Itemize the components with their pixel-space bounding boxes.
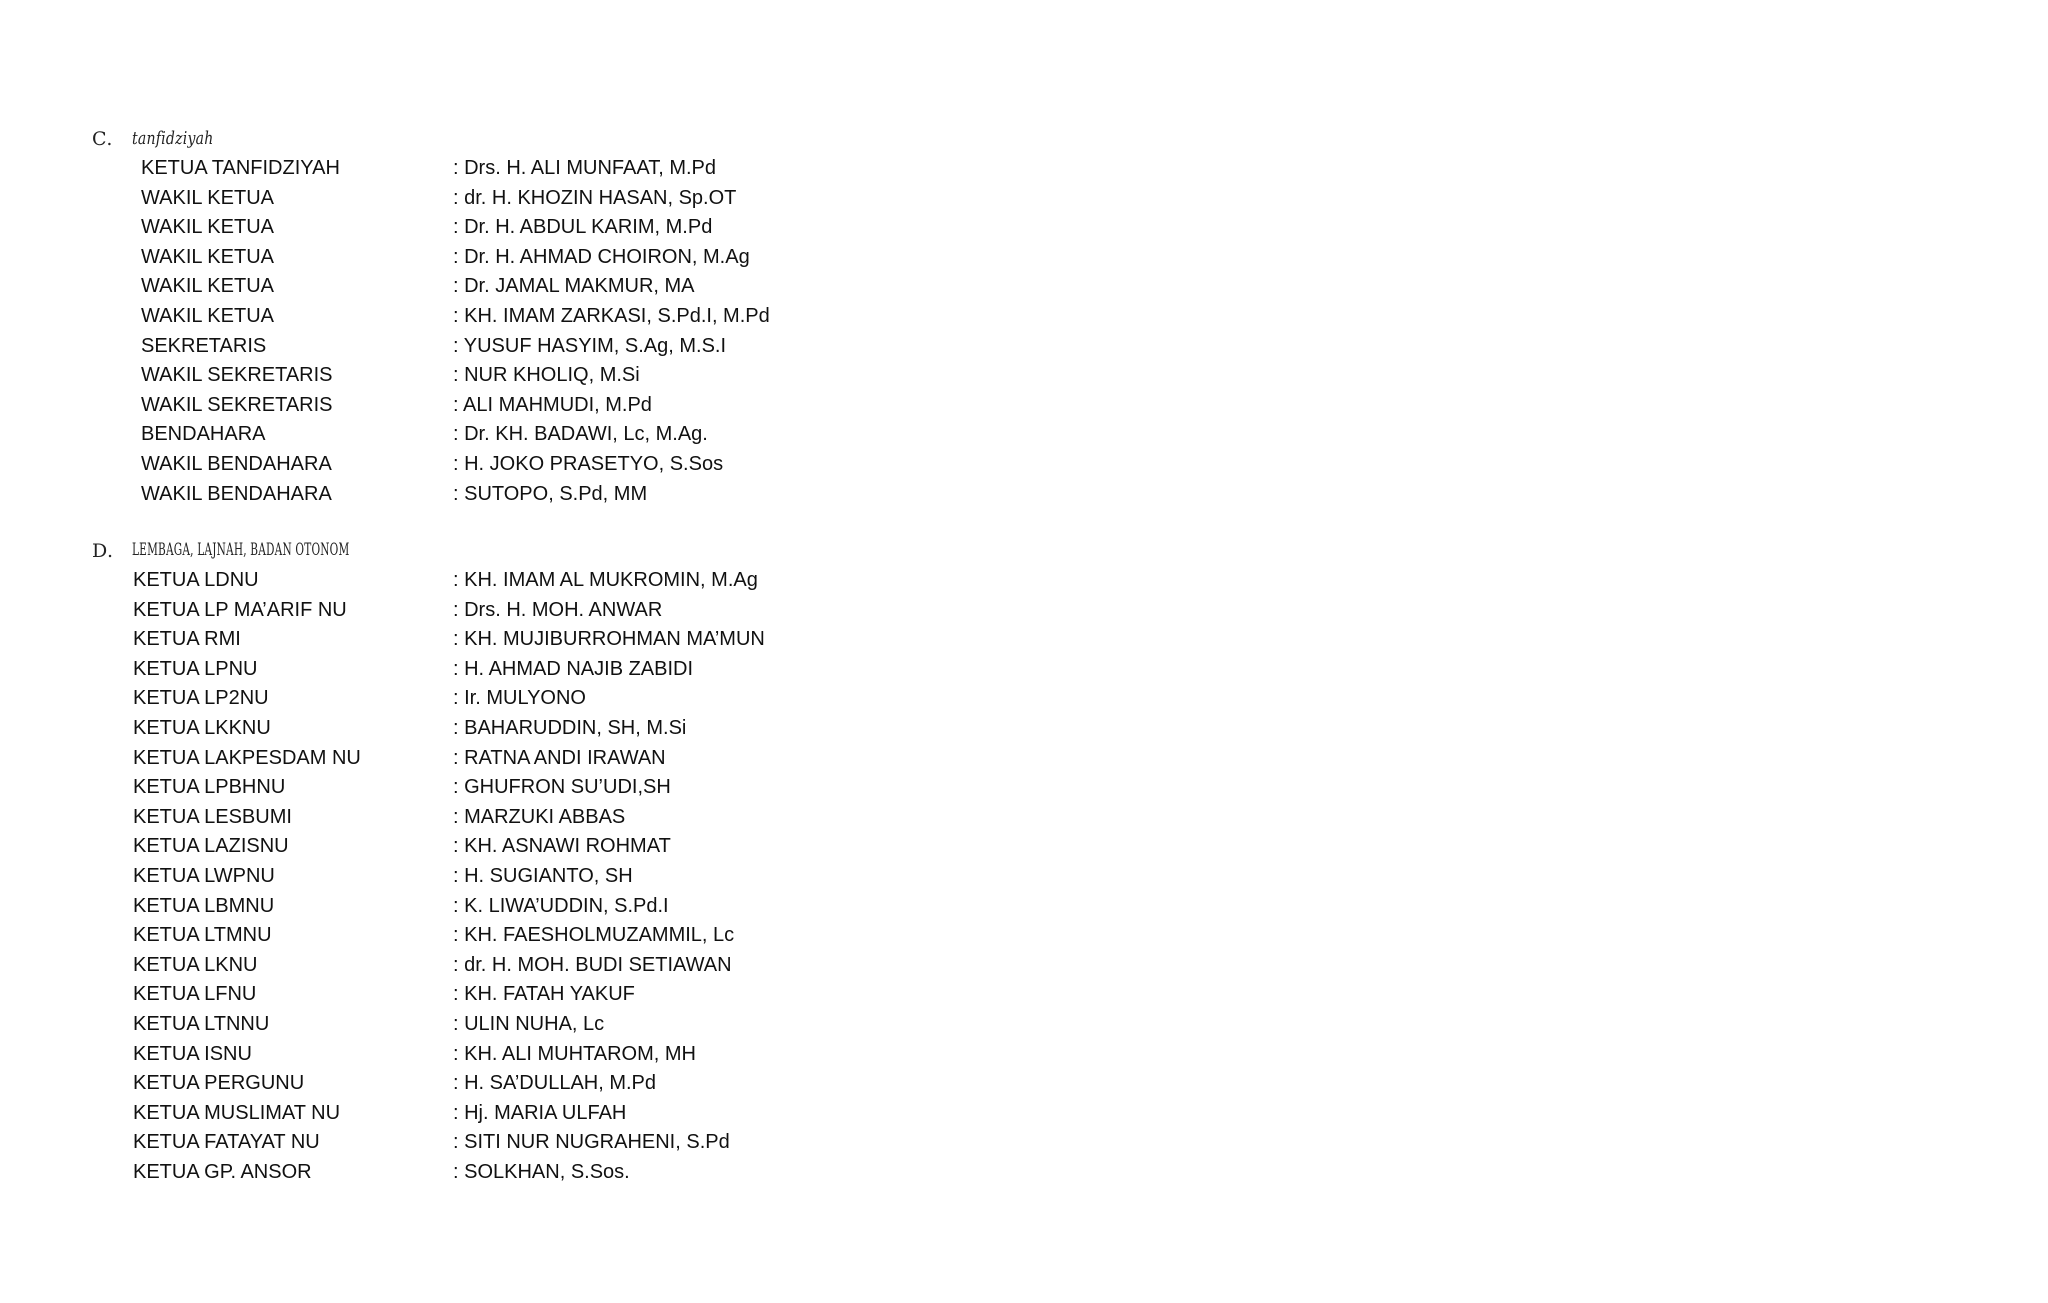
officer-name: : ALI MAHMUDI, M.Pd [453,393,652,416]
officer-name: : Hj. MARIA ULFAH [453,1101,627,1124]
officer-name: : Dr. H. ABDUL KARIM, M.Pd [453,216,713,239]
section-letter: D. [92,540,114,562]
officer-name: : dr. H. MOH. BUDI SETIAWAN [453,953,732,976]
officer-role: KETUA PERGUNU [133,1072,305,1095]
officer-role: WAKIL SEKRETARIS [141,364,333,387]
officer-role: KETUA LTMNU [133,924,272,947]
officer-role: WAKIL SEKRETARIS [141,393,333,416]
officer-role: WAKIL KETUA [141,216,274,239]
officer-name: : RATNA ANDI IRAWAN [453,746,666,769]
officer-role: WAKIL BENDAHARA [141,482,332,505]
officer-role: BENDAHARA [141,423,266,446]
officer-name: : Ir. MULYONO [453,687,586,710]
section-title: tanfidziyah [132,128,214,149]
officer-name: : GHUFRON SU’UDI,SH [453,776,671,799]
officer-name: : dr. H. KHOZIN HASAN, Sp.OT [453,186,737,209]
officer-name: : KH. ASNAWI ROHMAT [453,835,671,858]
officer-role: KETUA FATAYAT NU [133,1131,320,1154]
officer-role: WAKIL KETUA [141,245,274,268]
section-title: LEMBAGA, LAJNAH, BADAN OTONOM [132,540,350,560]
officer-name: : Dr. H. AHMAD CHOIRON, M.Ag [453,245,750,268]
officer-role: WAKIL BENDAHARA [141,452,332,475]
officer-role: KETUA LKNU [133,953,258,976]
officer-role: KETUA ISNU [133,1042,252,1065]
officer-name: : H. JOKO PRASETYO, S.Sos [453,452,724,475]
officer-role: WAKIL KETUA [141,304,274,327]
officer-role: KETUA LKKNU [133,716,271,739]
officer-role: KETUA LBMNU [133,894,275,917]
officer-name: : NUR KHOLIQ, M.Si [453,364,640,387]
officer-role: KETUA LTNNU [133,1012,270,1035]
officer-role: KETUA TANFIDZIYAH [141,157,340,179]
officer-name: : Dr. KH. BADAWI, Lc, M.Ag. [453,423,708,446]
officer-role: KETUA LPBHNU [133,776,286,799]
officer-name: : KH. FAESHOLMUZAMMIL, Lc [453,924,735,947]
officer-name: : SUTOPO, S.Pd, MM [453,482,648,505]
officer-name: : Drs. H. ALI MUNFAAT, M.Pd [453,157,717,179]
officer-name: : Drs. H. MOH. ANWAR [453,598,663,621]
officer-role: KETUA LWPNU [133,864,275,887]
officer-role: WAKIL KETUA [141,275,274,298]
officer-name: : BAHARUDDIN, SH, M.Si [453,716,687,739]
officer-role: KETUA LP2NU [133,687,269,710]
officer-role: KETUA LESBUMI [133,805,292,828]
officer-name: : YUSUF HASYIM, S.Ag, M.S.I [453,334,727,357]
officer-role: KETUA LFNU [133,983,257,1006]
officer-name: : H. SA’DULLAH, M.Pd [453,1072,657,1095]
officer-role: KETUA LPNU [133,657,258,680]
officer-name: : H. SUGIANTO, SH [453,864,633,887]
officer-name: : SOLKHAN, S.Sos. [453,1160,630,1183]
officer-role: KETUA LAKPESDAM NU [133,746,361,769]
officer-role: KETUA GP. ANSOR [133,1160,312,1183]
section-letter: C. [92,128,113,150]
officer-role: SEKRETARIS [141,334,267,357]
officer-name: : KH. IMAM AL MUKROMIN, M.Ag [453,569,758,591]
officer-role: KETUA LAZISNU [133,835,289,858]
officer-role: WAKIL KETUA [141,186,274,209]
officer-name: : MARZUKI ABBAS [453,805,626,828]
officer-role: KETUA RMI [133,628,241,651]
officer-role: KETUA MUSLIMAT NU [133,1101,341,1124]
officer-name: : KH. MUJIBURROHMAN MA’MUN [453,628,765,651]
officer-name: : ULIN NUHA, Lc [453,1012,605,1035]
officer-name: : KH. FATAH YAKUF [453,983,635,1006]
officer-role: KETUA LP MA’ARIF NU [133,598,347,621]
officer-name: : H. AHMAD NAJIB ZABIDI [453,657,694,680]
officer-name: : K. LIWA’UDDIN, S.Pd.I [453,894,669,917]
officer-role: KETUA LDNU [133,569,259,591]
officer-name: : SITI NUR NUGRAHENI, S.Pd [453,1131,730,1154]
officer-name: : KH. IMAM ZARKASI, S.Pd.I, M.Pd [453,304,770,327]
officer-name: : KH. ALI MUHTAROM, MH [453,1042,696,1065]
officer-name: : Dr. JAMAL MAKMUR, MA [453,275,695,298]
